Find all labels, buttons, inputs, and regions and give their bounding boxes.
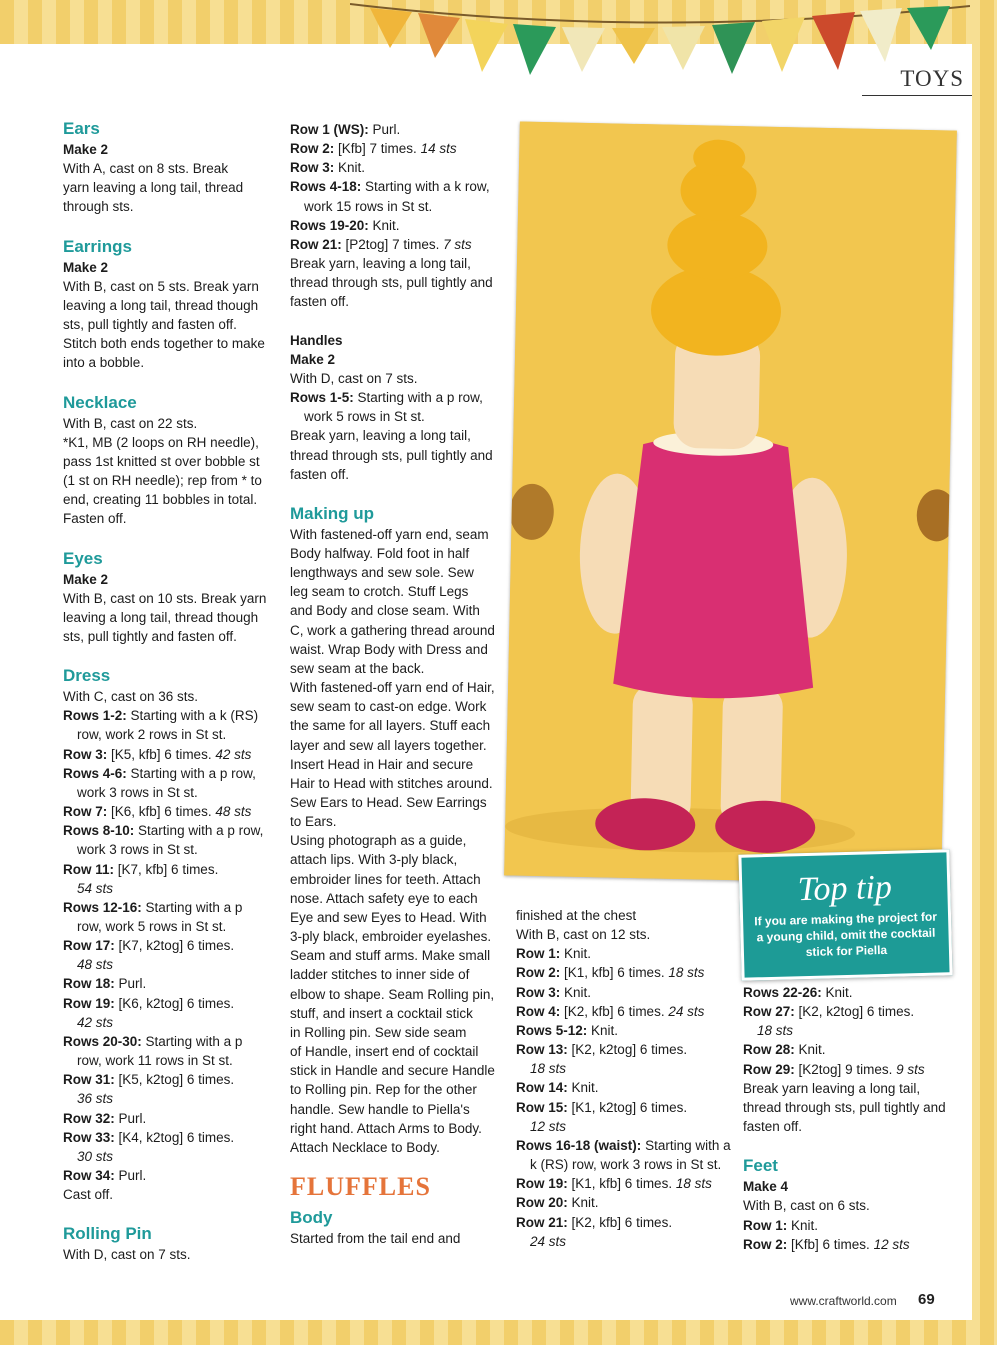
row-label: Row 32: [63,1110,115,1126]
text-line: C, work a gathering thread around [290,622,495,638]
row-label: Rows 22-26: [743,985,822,1000]
row-label: Row 20: [516,1195,568,1211]
pattern-row [290,120,502,139]
section-label: TOYS [862,66,972,96]
stitch-count: 18 sts [668,965,705,981]
row-instruction: Knit. [571,1195,599,1211]
row-instruction: [K2, k2tog] 6 times. [571,1042,688,1058]
pattern-row [516,1078,738,1097]
rows-a [290,120,502,254]
col3-intro-2: With B, cast on 12 sts. [516,927,651,943]
row-label: Row 19: [516,1176,568,1192]
dress-heading: Dress [63,666,111,686]
handles-end-3: fasten off. [290,466,350,482]
pattern-row [63,860,278,879]
row-instruction: Starting with a k (RS) [130,708,259,724]
earrings-line-4: Stitch both ends together to make [63,336,265,352]
feet-make: Make 4 [743,1179,789,1195]
row-instruction: Purl. [118,1110,147,1126]
row-label: Row 7: [63,804,108,820]
text-line: elbow to shape. Seam Rolling pin, [290,986,495,1002]
row-instruction: Starting with a p row, [130,765,256,781]
row-label: Row 14: [516,1080,568,1096]
eyes-heading: Eyes [63,548,103,568]
text-line: Hair to Head with stitches around. [290,775,493,791]
text-line: handle. Sew handle to Piella's [290,1101,470,1117]
row-instruction: Purl. [372,122,401,137]
row-continuation: row, work 11 rows in St st. [77,1053,233,1069]
row-label: Rows 20-30: [63,1033,142,1049]
stitch-count: 9 sts [896,1061,925,1077]
pattern-row [63,706,278,725]
row-instruction: Starting with a p row, [138,823,264,839]
row-label: Row 15: [516,1099,568,1115]
handles-intro: With D, cast on 7 sts. [290,370,418,386]
pattern-row [290,158,502,177]
row-instruction: [K1, k2tog] 6 times. [571,1099,688,1115]
text-line: waist. Wrap Body with Dress and [290,641,488,657]
col4-rows [743,983,958,1079]
stitch-count: 24 sts [668,1003,705,1019]
text-line: Seam and stuff arms. Make small [290,948,491,964]
text-line: Sew Ears to Head. Sew Earrings [290,795,487,810]
necklace-line-5: end, creating 11 bobbles in total. [63,492,258,508]
row-instruction: [K5, k2tog] 6 times. [118,1072,235,1088]
row-label: Row 17: [63,938,115,954]
text-line: of Handle, insert end of cocktail [290,1044,479,1060]
earrings-line-3: sts, pull tightly and fasten off. [63,317,237,333]
row-label: Rows 8-10: [63,823,135,839]
text-line: embroider lines for teeth. Attach [290,871,481,887]
rows-a-end-2: thread through sts, pull tightly and [290,275,493,291]
text-line: to Ears. [290,814,337,830]
row-label: Row 1: [516,946,561,962]
pattern-row [743,1235,958,1254]
row-instruction: [K6, k2tog] 6 times. [118,995,235,1011]
top-tip-box [738,849,952,980]
making-up-text [290,525,502,1157]
col4-end-2: thread through sts, pull tightly and [743,1099,946,1115]
row-instruction: [K7, kfb] 6 times. [117,861,219,877]
top-tip-body: If you are making the project for a young child, omit the cocktail stick for Piella [754,909,938,960]
row-instruction: [K1, kfb] 6 times. [564,965,665,981]
row-instruction: Knit. [825,985,853,1000]
stitch-count: 48 sts [77,957,114,973]
row-instruction: [Kfb] 6 times. [791,1236,870,1252]
row-label: Row 2: [516,965,561,981]
pattern-row [63,802,278,821]
feet-heading: Feet [743,1156,778,1176]
row-label: Row 31: [63,1072,115,1088]
text-line: With fastened-off yarn end of Hair, [290,680,495,696]
pattern-row [63,1032,278,1051]
eyes-line-2: leaving a long tail, thread though [63,609,259,625]
row-instruction: Knit. [591,1022,619,1038]
doll-photo [504,122,957,885]
row-instruction: Knit. [564,984,592,1000]
earrings-line-2: leaving a long tail, thread though [63,297,259,313]
stitch-count: 42 sts [77,1014,114,1030]
row-instruction: Knit. [372,217,400,233]
row-label: Row 18: [63,976,115,992]
row-instruction: Purl. [118,1168,147,1184]
stitch-count: 48 sts [215,804,252,820]
col3-rows [516,944,738,1251]
stitch-count: 42 sts [215,746,252,762]
row-instruction: [K1, kfb] 6 times. [571,1176,673,1192]
text-line: and Body and close seam. With [290,603,480,619]
stitch-count: 36 sts [77,1091,114,1107]
row-instruction: [K2tog] 9 times. [798,1061,893,1077]
rolling-pin-text: With D, cast on 7 sts. [63,1247,191,1263]
text-line: Using photograph as a guide, [290,833,467,849]
stitch-count: 18 sts [530,1061,567,1077]
text-line: 3-ply black, embroider eyelashes. [290,929,492,945]
row-label: Row 2: [743,1236,788,1252]
text-line: layer and sew all layers together. [290,737,487,753]
text-line: the same for all layers. Stuff each [290,718,491,734]
pattern-row [516,944,738,963]
stitch-count: 18 sts [675,1176,712,1192]
row-instruction: Starting with a p [145,899,243,915]
pattern-row [516,1213,738,1232]
page-number: 69 [918,1291,935,1308]
row-instruction: [K2, kfb] 6 times. [571,1214,673,1230]
stitch-count: 30 sts [77,1148,114,1164]
body-heading: Body [290,1207,333,1227]
text-line: right hand. Attach Arms to Body. [290,1120,482,1136]
column-3 [516,906,738,1251]
row-instruction: Knit. [564,946,592,962]
pattern-row [63,1070,278,1089]
body-text: Started from the tail end and [290,1230,461,1246]
stitch-count: 54 sts [77,880,114,896]
row-instruction: Knit. [791,1217,819,1233]
pattern-row [63,1166,278,1185]
ears-heading: Ears [63,119,100,138]
row-label: Row 3: [63,746,108,762]
text-line: in Rolling pin. Sew side seam [290,1024,467,1040]
pattern-row [63,994,278,1013]
pattern-row [516,1193,738,1212]
handles-end-2: thread through sts, pull tightly and [290,447,493,463]
row-label: Row 27: [743,1004,795,1020]
pattern-row [63,936,278,955]
pattern-row [516,1040,738,1059]
pattern-row [63,745,278,764]
row-instruction: [K6, kfb] 6 times. [111,804,212,820]
making-up-heading: Making up [290,503,375,523]
necklace-heading: Necklace [63,392,137,412]
row-label: Row 3: [516,984,561,1000]
handles-make: Make 2 [290,351,336,367]
footer-url: www.craftworld.com [790,1294,897,1308]
pattern-row [516,983,738,1002]
pattern-row [516,1136,738,1155]
row-label: Row 3: [290,160,335,176]
pattern-row [516,1002,738,1021]
row-label: Row 34: [63,1168,115,1184]
text-line: sew seam to cast-on edge. Work [290,699,487,715]
col4-end-1: Break yarn leaving a long tail, [743,1080,921,1096]
row-label: Rows 12-16: [63,899,142,915]
stitch-count: 14 sts [420,141,457,157]
pattern-row [516,1174,738,1193]
feet-intro: With B, cast on 6 sts. [743,1198,870,1214]
stitch-count: 18 sts [757,1023,794,1039]
top-tip-title: Top tip [797,868,893,909]
earrings-line-5: into a bobble. [63,355,145,371]
text-line: sew seam at the back. [290,660,425,676]
text-line: Insert Head in Hair and secure [290,756,474,772]
pattern-row [63,821,278,840]
pattern-row [743,1002,958,1021]
pattern-row [63,764,278,783]
handles-row-label: Rows 1-5: [290,390,354,406]
row-instruction: Starting with a k row, [365,179,490,195]
row-label: Row 29: [743,1061,795,1077]
text-line: to Rolling pin. Rep for the other [290,1082,477,1098]
row-label: Row 21: [516,1214,568,1230]
row-label: Row 1: [743,1217,788,1233]
row-continuation: row, work 5 rows in St st. [77,919,227,934]
ears-line-3: through sts. [63,199,134,215]
stitch-count: 24 sts [530,1233,567,1249]
ears-line-2: yarn leaving a long tail, thread [63,180,244,196]
row-instruction: Starting with a [645,1137,731,1153]
column-2 [290,120,502,1248]
handles-heading: Handles [290,332,343,348]
rolling-pin-heading: Rolling Pin [63,1224,152,1244]
row-label: Row 21: [290,236,342,252]
stitch-count: 12 sts [530,1118,567,1134]
handles-end-1: Break yarn, leaving a long tail, [290,428,471,444]
pattern-row [516,1021,738,1040]
pattern-row [290,139,502,158]
dress-end: Cast off. [63,1187,114,1203]
row-label: Rows 5-12: [516,1022,588,1038]
ears-line-1: With A, cast on 8 sts. Break [63,161,229,177]
rows-a-end-3: fasten off. [290,294,350,310]
necklace-line-1: With B, cast on 22 sts. [63,415,198,431]
text-line: ladder stitches to inner side of [290,967,470,983]
ears-make: Make 2 [63,142,109,157]
pattern-row [63,1109,278,1128]
eyes-line-1: With B, cast on 10 sts. Break yarn [63,590,267,606]
dress-rows [63,706,278,1185]
row-instruction: [K7, k2tog] 6 times. [118,938,235,954]
text-line: leg seam to crotch. Stuff Legs [290,584,469,600]
row-instruction: Knit. [798,1042,826,1058]
text-line: Attach Necklace to Body. [290,1139,440,1155]
row-instruction: Knit. [571,1080,599,1096]
row-instruction: [P2tog] 7 times. [345,236,440,252]
text-line: lengthways and sew sole. Sew [290,565,474,581]
row-label: Row 4: [516,1003,561,1019]
stitch-count: 7 sts [443,236,472,252]
row-instruction: [K2, kfb] 6 times. [564,1003,665,1019]
earrings-line-1: With B, cast on 5 sts. Break yarn [63,278,259,294]
col3-intro-1: finished at the chest [516,908,637,923]
knitted-doll-illustration [504,122,957,885]
necklace-line-3: pass 1st knitted st over bobble st [63,453,260,469]
pattern-row [63,1128,278,1147]
pattern-row [290,216,502,235]
row-label: Rows 4-6: [63,765,127,781]
text-line: Body halfway. Fold foot in half [290,545,470,561]
text-line: Eye and sew Eyes to Head. With [290,909,487,925]
text-line: nose. Attach safety eye to each [290,890,478,906]
row-label: Rows 4-18: [290,179,362,195]
necklace-line-4: (1 st on RH needle); rep from * to [63,473,262,489]
row-continuation: work 15 rows in St st. [304,198,433,214]
text-line: attach lips. With 3-ply black, [290,852,458,868]
row-continuation: work 3 rows in St st. [77,842,198,858]
row-label: Row 1 (WS): [290,122,369,137]
column-1 [63,118,278,1265]
row-instruction: [Kfb] 7 times. [338,141,417,157]
col4-end-3: fasten off. [743,1119,803,1135]
dress-intro: With C, cast on 36 sts. [63,689,199,705]
pattern-row [516,1098,738,1117]
eyes-make: Make 2 [63,571,109,587]
pattern-row [63,898,278,917]
necklace-line-2: *K1, MB (2 loops on RH needle), [63,434,259,450]
eyes-line-3: sts, pull tightly and fasten off. [63,628,237,644]
row-instruction: Starting with a p [145,1033,243,1049]
row-instruction: Knit. [338,160,366,176]
pattern-row [743,1040,958,1059]
handles-row-text: Starting with a p row, [357,390,483,406]
row-label: Row 2: [290,141,335,157]
pattern-row [63,974,278,993]
handles-row [290,388,502,407]
pattern-row [743,983,958,1002]
pattern-row [743,1060,958,1079]
text-line: stick in Handle and secure Handle [290,1063,495,1079]
row-label: Row 11: [63,861,115,877]
feet-rows [743,1216,958,1254]
row-label: Row 33: [63,1129,115,1145]
row-instruction: [K5, kfb] 6 times. [111,746,212,762]
row-label: Rows 16-18 (waist): [516,1137,642,1153]
row-continuation: work 3 rows in St st. [77,784,198,800]
text-line: With fastened-off yarn end, seam [290,526,489,542]
row-continuation: k (RS) row, work 3 rows in St st. [530,1157,722,1173]
row-label: Rows 19-20: [290,217,369,233]
row-instruction: [K4, k2tog] 6 times. [118,1129,235,1145]
row-instruction: Purl. [118,976,147,992]
pattern-row [290,177,502,196]
necklace-line-6: Fasten off. [63,511,127,527]
fluffles-heading: FLUFFLES [290,1171,431,1201]
rows-a-end-1: Break yarn, leaving a long tail, [290,256,471,272]
pattern-row [290,235,502,254]
stitch-count: 12 sts [873,1236,910,1252]
row-label: Row 19: [63,995,115,1011]
row-label: Row 28: [743,1042,795,1058]
row-label: Rows 1-2: [63,708,127,724]
row-label: Row 13: [516,1042,568,1058]
earrings-heading: Earrings [63,236,132,256]
pattern-row [516,963,738,982]
column-4 [743,983,958,1254]
row-instruction: [K2, k2tog] 6 times. [798,1004,915,1020]
handles-row-cont: work 5 rows in St st. [304,409,425,425]
row-continuation: row, work 2 rows in St st. [77,727,227,743]
earrings-make: Make 2 [63,259,109,275]
text-line: stuff, and insert a cocktail stick [290,1005,473,1021]
pattern-row [743,1216,958,1235]
